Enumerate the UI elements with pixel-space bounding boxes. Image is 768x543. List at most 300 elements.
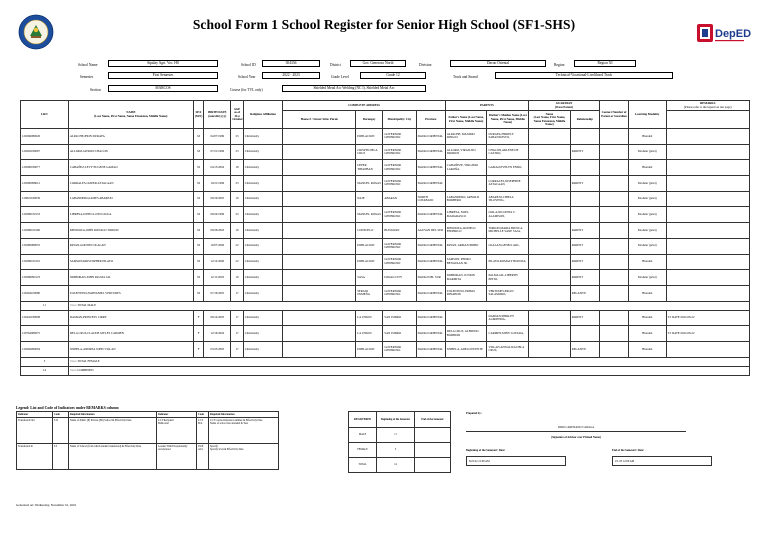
course-label: Course (for TVL only) (230, 88, 263, 92)
table-row (21, 326, 750, 342)
cell-guardian-name (529, 176, 571, 192)
cell-religion: Christianity (243, 160, 283, 176)
legend-info-ba: Name of school last attended & Year (210, 422, 249, 426)
cell-father: PAYAN, ARMAN PRIBO (445, 238, 487, 254)
cell-age: 22 (231, 238, 243, 254)
cell-municipality: GOVERNOR GENEROSO (383, 238, 416, 254)
cell-learning-modality: Modular (print) (629, 270, 666, 286)
cell-barangay: NAJE (356, 191, 383, 207)
cell-relationship: RELATIVE (570, 341, 599, 357)
summary-end (415, 458, 451, 473)
cell-age: 18 (231, 160, 243, 176)
cell-contact (599, 191, 628, 207)
cell-province: DAVAO ORIENTAL (416, 129, 445, 145)
cell-lrn: 129822180039 (21, 191, 69, 207)
cell-birth-date: 10/21/1999 (204, 176, 231, 192)
cell-relationship: PARENT (570, 238, 599, 254)
table-row (21, 285, 750, 301)
cell-sex: F (193, 310, 203, 326)
total-male-row (21, 301, 750, 310)
col-guardian-name: Name (Last Name, First Name, Name Extension, Middle Name) (529, 111, 571, 129)
legend-code: T/I (53, 444, 69, 470)
cell-birth-date: 04/13/2004 (204, 160, 231, 176)
legend-code-cct: CCT (198, 419, 204, 423)
cell-barangay: LA UNION (356, 326, 383, 342)
cell-remarks (666, 160, 749, 176)
cell-guardian-name (529, 207, 571, 223)
cell-lrn: 129286100160 (21, 223, 69, 239)
cell-name: MENDOZA,JOHN RONALD TORION (68, 223, 193, 239)
cell-relationship: PARENT (570, 310, 599, 326)
school-year-field: 2022 - 2023 (262, 72, 320, 79)
cell-religion: Christianity (243, 176, 283, 192)
cell-sex: M (193, 238, 203, 254)
cell-birth-date: 12/16/2004 (204, 326, 231, 342)
cell-name: CORRALES,JASPER ASTACAAN (68, 176, 193, 192)
cell-father: ALLORO, VIRAILITO DRODOS (445, 144, 487, 160)
signature-line (466, 431, 686, 432)
cell-barangay: POBLACION (356, 129, 383, 145)
cell-learning-modality: Blended (629, 285, 666, 301)
col-province: Province (416, 111, 445, 129)
cell-birth-date: 09/26/2003 (204, 223, 231, 239)
legend-title: Legend: List and Code of Indicators under REMARKS column (16, 406, 119, 410)
cell-age: 19 (231, 270, 243, 286)
school-name-field: Sipalay Agri. Voc. HS (108, 60, 218, 67)
cell-contact (599, 341, 628, 357)
cell-contact (599, 129, 628, 145)
summary-label: TOTAL (349, 458, 377, 473)
cell-age: 17 (231, 285, 243, 301)
cell-sex: M (193, 270, 203, 286)
course-field: Shielded Metal Arc Welding (NC I), Shielded Metal Arc (282, 85, 426, 92)
cell-learning-modality: Blended (629, 160, 666, 176)
cell-mother: CORRALES,JOSEPHINE ASTACAAN, (487, 176, 529, 192)
end-date-field: 2/1/23 12:00 AM (612, 456, 712, 466)
cell-municipality: ABARAN (383, 191, 416, 207)
cell-mother: GAMAO,EVELYN ENDO, (487, 160, 529, 176)
legend-header-code: Code (53, 412, 69, 418)
cell-religion: Christianity (243, 326, 283, 342)
cell-lrn: 129266080026 (21, 129, 69, 145)
generated-footer: Generated on: Wednesday, November 16, 2022 (16, 503, 77, 507)
summary-header-end: End of the Semester (415, 412, 451, 428)
legend-header-info-2: Required Information (209, 412, 279, 418)
cell-remarks (666, 238, 749, 254)
cell-lrn: 129280080055 (21, 238, 69, 254)
division-label: Division (419, 63, 432, 67)
cell-house (283, 285, 356, 301)
cell-barangay: SASA (356, 270, 383, 286)
col-sex: SEX (M/F) (193, 101, 203, 129)
cell-contact (599, 238, 628, 254)
legend-info-2 (209, 418, 279, 444)
cell-name: DAMIAN,PRINCESS CIRRY (68, 310, 193, 326)
summary-begin: 14 (377, 458, 415, 473)
cell-father: SAMSON, PEDRO BENAVAAN JR. (445, 254, 487, 270)
cell-lrn: 129264100080 (21, 285, 69, 301)
cell-municipality: GOVERNOR GENEROSO (383, 160, 416, 176)
cell-contact (599, 207, 628, 223)
cell-municipality: GOVERNOR GENEROSO (383, 176, 416, 192)
cell-municipality: GOVERNOR GENEROSO (383, 129, 416, 145)
cell-contact (599, 160, 628, 176)
cell-father: SIMBORAN, JUNION MARMITA (445, 270, 487, 286)
legend-header-code-2: Code (197, 412, 209, 418)
cell-sex: M (193, 191, 203, 207)
cell-relationship (570, 326, 599, 342)
combined-row (21, 366, 750, 375)
cell-barangay: POBLACION (356, 254, 383, 270)
table-row (21, 129, 750, 145)
legend-info-acl: Specify level & Effectivity Date (210, 448, 244, 452)
cell-sex: M (193, 254, 203, 270)
legend-indicator-acl: Accelerated (158, 448, 171, 452)
legend-code-2 (197, 418, 209, 444)
cell-age: 23 (231, 144, 243, 160)
cell-guardian-name (529, 191, 571, 207)
cell-contact (599, 223, 628, 239)
cell-birth-date: 12/11/2003 (204, 270, 231, 286)
cell-age: 17 (231, 310, 243, 326)
legend-table (16, 411, 279, 470)
legend-info-lwe: Specify (210, 445, 218, 449)
cell-sex: M (193, 144, 203, 160)
cell-province: AGUSAN DEL SUR (416, 223, 445, 239)
cell-municipality: GOVERNOR GENEROSO (383, 341, 416, 357)
legend-header-info: Required Information (69, 412, 157, 418)
cell-province: DAVAO ORIENTAL (416, 207, 445, 223)
cell-sex: M (193, 285, 203, 301)
col-relationship: Relationship (570, 111, 599, 129)
prepared-by-label: Prepared by: (466, 412, 482, 415)
summary-label: FEMALE (349, 443, 377, 458)
cell-lrn: 129286100119 (21, 254, 69, 270)
cell-house (283, 160, 356, 176)
col-municipality: Municipality/ City (383, 111, 416, 129)
legend-code: T/O (53, 418, 69, 444)
cell-house (283, 326, 356, 342)
total-female-row-label: <=== TOTAL FEMALE (68, 357, 749, 366)
cell-birth-date: 10/07/2000 (204, 238, 231, 254)
begin-date-label: Beginning of the Semester: Date: (466, 449, 506, 452)
cell-relationship: PARENT (570, 270, 599, 286)
cell-municipality: GOVERNOR GENEROSO (383, 144, 416, 160)
cell-province: DAVAO ORIENTAL (416, 176, 445, 192)
cell-name: DELA CRUZ,CLAUDE MYLES CARMEN (68, 326, 193, 342)
cell-municipality: GOVERNOR GENEROSO (383, 254, 416, 270)
cell-lrn: 129442180008 (21, 310, 69, 326)
cell-sex: F (193, 341, 203, 357)
table-row (21, 223, 750, 239)
cell-religion: Christianity (243, 285, 283, 301)
cell-municipality: GOVERNOR GENEROSO (383, 285, 416, 301)
total-female-row (21, 357, 750, 366)
summary-header-registered: REGISTERED (349, 412, 377, 428)
cell-name: ALLORO,JAYRON CHACON (68, 144, 193, 160)
summary-header-beginning: Beginning of the Semester (377, 412, 415, 428)
cell-barangay: SERGIO OSMEÑA (356, 285, 383, 301)
cell-age: 23 (231, 176, 243, 192)
col-contact: Contact Number of Parent or Guardian (599, 101, 628, 129)
cell-birth-date: 04/07/1999 (204, 129, 231, 145)
cell-name: LABANDERO,JAMES ABAREJO (68, 191, 193, 207)
cell-birth-date: 07/21/1999 (204, 144, 231, 160)
cell-house (283, 129, 356, 145)
cell-learning-modality: Blended (629, 254, 666, 270)
cell-house (283, 270, 356, 286)
cell-remarks (666, 144, 749, 160)
cell-age: 22 (231, 254, 243, 270)
cell-municipality: SAN ISIDRO (383, 326, 416, 342)
semester-label: Semester (80, 75, 94, 79)
cell-birth-date: 09/19/2005 (204, 191, 231, 207)
legend-indicator: Transferred Out (17, 418, 53, 444)
cell-house (283, 223, 356, 239)
summary-label: MALE (349, 428, 377, 443)
cell-name: ALPACHE,JHON DURAFA (68, 129, 193, 145)
col-learning-modality: Learning Modality (629, 101, 666, 129)
semester-field: First Semester (108, 72, 218, 79)
total-male-row-count: 11 (21, 301, 69, 310)
cell-religion: Christianity (243, 270, 283, 286)
cell-lrn: 129284090094 (21, 341, 69, 357)
cell-religion: Christianity (243, 310, 283, 326)
cell-house (283, 191, 356, 207)
cell-sex: M (193, 160, 203, 176)
col-lrn: LRN (21, 101, 69, 129)
cell-name: PAYAN,GODWIN OLALAN (68, 238, 193, 254)
cell-religion: Christianity (243, 129, 283, 145)
cell-contact (599, 144, 628, 160)
col-religion: Religious Affiliation (243, 101, 283, 129)
cell-province: DAVAO ORIENTAL (416, 254, 445, 270)
cell-remarks (666, 341, 749, 357)
school-id-field: 304336 (262, 60, 320, 67)
cell-relationship: PARENT (570, 144, 599, 160)
legend-indicator-2 (157, 418, 197, 444)
cell-province: DAVAO ORIENTAL (416, 238, 445, 254)
cell-mother: PALMA GIL,LIBERTH PINTO, (487, 270, 529, 286)
cell-municipality: GOVERNOR GENEROSO (383, 207, 416, 223)
cell-religion: Christianity (243, 191, 283, 207)
signature-caption: (Signature of Adviser over Printed Name) (551, 436, 601, 439)
total-female-row-count: 3 (21, 357, 69, 366)
cell-remarks: T/I DATE:2022-08-22 (666, 310, 749, 326)
cell-mother: OLILA,NICONITA T. ALAMISON, (487, 207, 529, 223)
legend-code-2 (197, 444, 209, 470)
cell-learning-modality: Blended (629, 310, 666, 326)
cell-birth-date: 07/16/2005 (204, 285, 231, 301)
cell-relationship (570, 207, 599, 223)
grade-level-label: Grade Level (331, 75, 349, 79)
remarks-subtitle: (Please refer to the legend on last page) (684, 104, 732, 109)
adviser-name: DIDO CARPIZANO CADAGA (557, 426, 595, 429)
cell-barangay: POBLACION (356, 238, 383, 254)
cell-house (283, 176, 356, 192)
cell-province: DAVAO ORIENTAL (416, 310, 445, 326)
col-remarks (666, 101, 749, 111)
col-parents: PARENTS (445, 101, 528, 111)
cell-guardian-name (529, 160, 571, 176)
cell-birth-date: 03/23/2005 (204, 341, 231, 357)
cell-house (283, 207, 356, 223)
section-field: MARCOS (108, 85, 218, 92)
cell-barangay: MANUEL ROXAS (356, 176, 383, 192)
col-address: COMPLETE ADDRESS (283, 101, 445, 111)
cell-remarks: T/I DATE:2022-08-22 (666, 326, 749, 342)
legend-indicator: Transferred In (17, 444, 53, 470)
cell-contact (599, 310, 628, 326)
cell-remarks (666, 223, 749, 239)
cell-remarks (666, 285, 749, 301)
cell-province: DAVAO ORIENTAL (416, 341, 445, 357)
cell-remarks (666, 270, 749, 286)
cell-guardian-name (529, 341, 571, 357)
begin-date-field: 8/22/22 12:00 AM (466, 456, 566, 466)
cell-barangay: CONSUELO (356, 223, 383, 239)
cell-learning-modality: Modular (print) (629, 207, 666, 223)
cell-mother: CHACON,ARLENE DE CASTRO, (487, 144, 529, 160)
cell-father: LIBRESA, NOEL MADARASCO (445, 207, 487, 223)
cell-name: CABAÑEZ,LEVY EUGENE GAMAO (68, 160, 193, 176)
cell-religion: Christianity (243, 238, 283, 254)
region-label: Region (554, 63, 565, 67)
cell-father: MENDOZA, RONELO FEDERICO (445, 223, 487, 239)
region-field: Region XI (574, 60, 636, 67)
cell-learning-modality: Modular (print) (629, 238, 666, 254)
cell-mother: VILLAN,ANNALIZA DELA CRUZ, (487, 341, 529, 357)
division-field: Davao Oriental (450, 60, 546, 67)
cell-contact (599, 285, 628, 301)
cell-name: SISHELA,ANDREA JOHN VILLAN (68, 341, 193, 357)
legend-code-lwe: LWE (198, 445, 204, 449)
district-field: Gov. Generoso North (350, 60, 406, 67)
cell-relationship (570, 129, 599, 145)
remarks-title: REMARKS (700, 101, 716, 106)
cell-province: NORTH COTABATO (416, 191, 445, 207)
cell-remarks (666, 129, 749, 145)
cell-province: DAVAO ORIENTAL (416, 144, 445, 160)
cell-barangay: UPPER TIBANBAN (356, 160, 383, 176)
cell-lrn: 129280180077 (21, 160, 69, 176)
cell-guardian-name (529, 129, 571, 145)
cell-relationship (570, 191, 599, 207)
cell-mother: VERTUDES,ERLIN SALAMORO, (487, 285, 529, 301)
track-field: Technical-Vocational-Livelihood Track (495, 72, 673, 79)
cell-father: LABANDERO, ARNOLD BORBERO (445, 191, 487, 207)
table-row (21, 176, 750, 192)
legend-code-acl: ACL (198, 448, 204, 452)
table-row (21, 310, 750, 326)
combined-row-count: 14 (21, 366, 69, 375)
cell-father (445, 310, 487, 326)
table-row (21, 144, 750, 160)
cell-age: 17 (231, 341, 243, 357)
cell-remarks (666, 254, 749, 270)
col-guardian: GUARDIAN (if not Parent) (529, 101, 600, 111)
cell-lrn: 129262180097 (21, 144, 69, 160)
col-house: House # / Street/ Sitio/ Purok (283, 111, 356, 129)
cell-birth-date: 09/14/2005 (204, 310, 231, 326)
summary-begin: 3 (377, 443, 415, 458)
cell-mother: PILAYO,ROMALY BONOTA, (487, 254, 529, 270)
cell-mother: ABAREJO,CHIELA TILOVENG, (487, 191, 529, 207)
register-table (20, 100, 750, 376)
cell-name: SIMBORAN,JOHN PALMA GIL (68, 270, 193, 286)
cell-house (283, 310, 356, 326)
table-row (21, 160, 750, 176)
cell-sex: M (193, 129, 203, 145)
cell-lrn: 129286100153 (21, 207, 69, 223)
col-mother: Mother's Maiden Name (Last Name, First Name, Middle Name) (487, 111, 529, 129)
register-body (21, 129, 750, 376)
cell-age: 23 (231, 129, 243, 145)
cell-mother: TORION,MARIA BIUNCA MICHELLE SANE SAJA, (487, 223, 529, 239)
cell-barangay: MANUEL ROXAS (356, 207, 383, 223)
col-barangay: Barangay (356, 111, 383, 129)
cell-mother: DAMIAN,SHIRLEY A.ORIENDA, (487, 310, 529, 326)
cell-age: 17 (231, 326, 243, 342)
cell-learning-modality: Modular (print) (629, 176, 666, 192)
grade-level-field: Grade 12 (360, 72, 426, 79)
cell-guardian-name (529, 285, 571, 301)
cell-municipality: DAVAO CITY (383, 270, 416, 286)
cell-house (283, 238, 356, 254)
cell-lrn: 129280098012 (21, 176, 69, 192)
school-name-label: School Name (78, 63, 98, 67)
cell-father: SISHELA, ADELO PUENTE (445, 341, 487, 357)
cell-father: TOLENTINO, PRIMO DINAHON (445, 285, 487, 301)
page-title: School Form 1 School Register for Senior High School (SF1-SHS) (192, 17, 576, 32)
track-label: Track and Strand (453, 75, 478, 79)
school-id-label: School ID (241, 63, 256, 67)
col-father: Father's Name (Last Name, First Name, Middle Name) (445, 111, 487, 129)
cell-contact (599, 176, 628, 192)
cell-religion: Christianity (243, 144, 283, 160)
cell-guardian-name (529, 254, 571, 270)
svg-text:DepED: DepED (715, 28, 752, 40)
cell-age: 19 (231, 191, 243, 207)
cell-guardian-name (529, 310, 571, 326)
cell-learning-modality: Blended (629, 129, 666, 145)
cell-municipality: SAN ISIDRO (383, 310, 416, 326)
cell-sex: M (193, 207, 203, 223)
cell-relationship: PARENT (570, 176, 599, 192)
cell-father: ALPACHE, MAXIMO DINGJO (445, 129, 487, 145)
cell-age: 19 (231, 223, 243, 239)
cell-learning-modality: Blended (629, 326, 666, 342)
legend-info: Name of School (from which student transferred) & Effectivity Date (69, 444, 157, 470)
cell-learning-modality: Modular (print) (629, 223, 666, 239)
cell-mother: OLALAN,GENELI ARC, (487, 238, 529, 254)
cell-name: TOLENTINO,NATHANIEL VERTUDES (68, 285, 193, 301)
cell-barangay: POBLACION (356, 341, 383, 357)
cell-house (283, 254, 356, 270)
cell-father: DELA CRUZ, ALFREDO BORBURI (445, 326, 487, 342)
summary-table (348, 411, 451, 473)
summary-begin: 11 (377, 428, 415, 443)
cell-barangay: LA UNION (356, 310, 383, 326)
cell-relationship: PARENT (570, 254, 599, 270)
total-male-row-label: <=== TOTAL MALE (68, 301, 749, 310)
cell-lrn: 129286090123 (21, 270, 69, 286)
cell-father: CABAÑEZE, VIRGINIO LAROÑA (445, 160, 487, 176)
cell-religion: Christianity (243, 223, 283, 239)
cell-municipality: BUNAWAN (383, 223, 416, 239)
cell-contact (599, 326, 628, 342)
cell-relationship: RELATIVE (570, 285, 599, 301)
